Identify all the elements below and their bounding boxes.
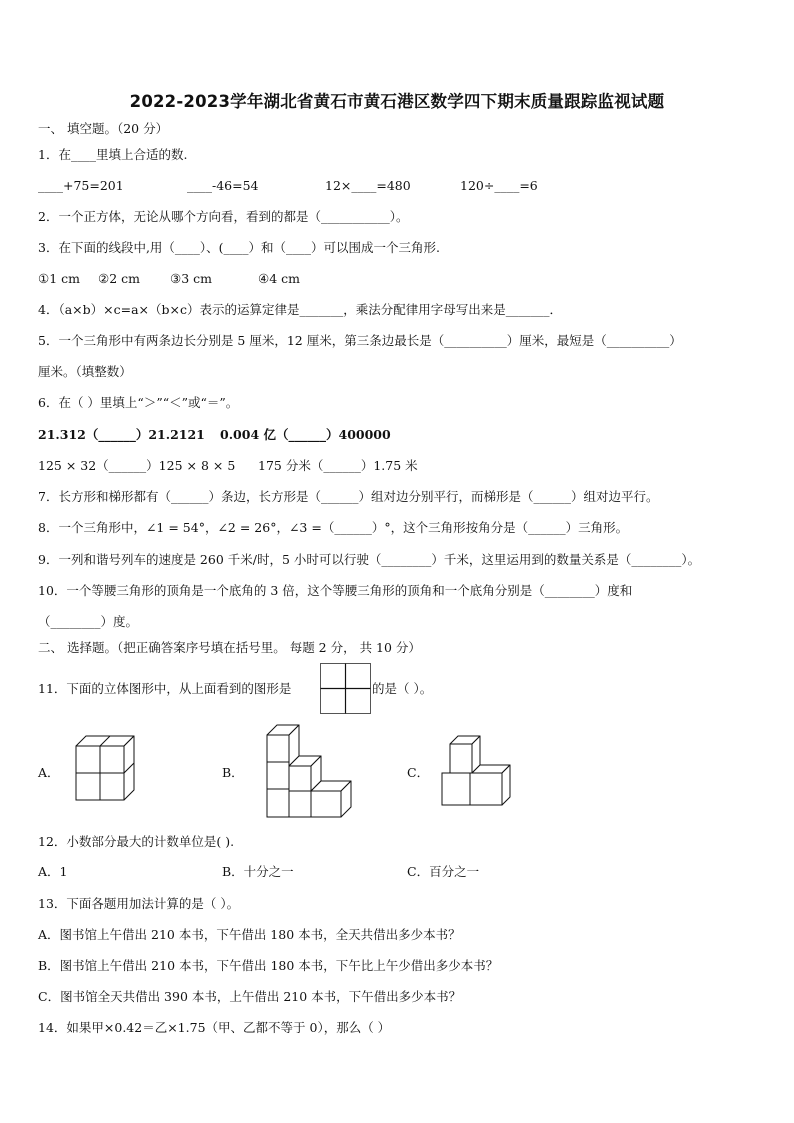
question-3-option-2: ②2 cm <box>98 271 140 286</box>
question-6: 6．在（ ）里填上“＞”“＜”或“＝”。 <box>38 395 239 410</box>
question-6-item-3: 125 × 32（______）125 × 8 × 5 <box>38 458 236 473</box>
cube-figure-b <box>262 725 357 820</box>
question-11-prefix: 11．下面的立体图形中，从上面看到的图形是 <box>38 681 292 696</box>
question-11-option-b: B． <box>222 765 244 780</box>
question-5-line-2: 厘米。（填整数） <box>38 364 132 379</box>
question-6-item-1: 21.312（______）21.2121 <box>38 427 205 442</box>
question-6-item-4: 175 分米（______）1.75 米 <box>258 458 418 473</box>
question-8: 8．一个三角形中，∠1 = 54°，∠2 = 26°，∠3 =（______）°，这个三角形按角分是（______）三角形。 <box>38 520 629 535</box>
question-1-item-4: 120÷____=6 <box>460 178 538 193</box>
question-12-option-a: A．1 <box>38 864 68 879</box>
question-1-item-3: 12×____=480 <box>325 178 411 193</box>
question-4: 4．（a×b）×c=a×（b×c）表示的运算定律是_______，乘法分配律用字母写出来是_______． <box>38 302 562 317</box>
question-3: 3．在下面的线段中,用（____）、(____）和（____）可以围成一个三角形. <box>38 240 441 255</box>
question-1: 1．在____里填上合适的数. <box>38 147 188 162</box>
question-13-option-c: C．图书馆全天共借出 390 本书，上午借出 210 本书，下午借出多少本书？ <box>38 989 462 1004</box>
question-6-item-2: 0.004 亿（______）400000 <box>220 427 391 442</box>
question-7: 7．长方形和梯形都有（______）条边，长方形是（______）组对边分别平行，而梯形是（______）组对边平行。 <box>38 489 659 504</box>
question-13: 13．下面各题用加法计算的是（ ）。 <box>38 896 240 911</box>
question-14: 14．如果甲×0.42＝乙×1.75（甲、乙都不等于 0），那么（ ） <box>38 1020 391 1035</box>
question-3-option-4: ④4 cm <box>258 271 300 286</box>
question-11-option-a: A． <box>38 765 60 780</box>
question-10-line-1: 10．一个等腰三角形的顶角是一个底角的 3 倍，这个等腰三角形的顶角和一个底角分别是（________）度和 <box>38 583 633 598</box>
question-3-option-3: ③3 cm <box>170 271 212 286</box>
question-11-suffix: 的是（ ）。 <box>372 681 433 696</box>
cube-figure-a <box>68 734 138 804</box>
question-9: 9．一列和谐号列车的速度是 260 千米/时，5 小时可以行驶（________）千米，这里运用到的数量关系是（________）。 <box>38 552 701 567</box>
question-12-option-c: C．百分之一 <box>407 864 480 879</box>
question-3-option-1: ①1 cm <box>38 271 80 286</box>
question-12: 12．小数部分最大的计数单位是( ). <box>38 834 235 849</box>
question-1-item-2: ____-46=54 <box>187 178 259 193</box>
question-13-option-a: A．图书馆上午借出 210 本书，下午借出 180 本书，全天共借出多少本书？ <box>38 927 461 942</box>
question-2: 2．一个正方体，无论从哪个方向看，看到的都是（___________）。 <box>38 209 409 224</box>
section-1-heading: 一、 填空题。（20 分） <box>38 121 169 136</box>
cube-figure-c <box>440 734 520 809</box>
page-title: 2022-2023学年湖北省黄石市黄石港区数学四下期末质量跟踪监视试题 <box>129 92 665 111</box>
question-10-line-2: （________）度。 <box>38 614 139 629</box>
question-5-line-1: 5．一个三角形中有两条边长分别是 5 厘米，12 厘米，第三条边最长是（__________）厘米，最短是（__________） <box>38 333 682 348</box>
question-12-option-b: B．十分之一 <box>222 864 294 879</box>
section-2-heading: 二、 选择题。（把正确答案序号填在括号里。 每题 2 分， 共 10 分） <box>38 640 421 655</box>
question-1-item-1: ____+75=201 <box>38 178 124 193</box>
question-11-option-c: C． <box>407 765 430 780</box>
question-13-option-b: B．图书馆上午借出 210 本书，下午借出 180 本书，下午比上午少借出多少本书？ <box>38 958 499 973</box>
top-view-grid-figure <box>320 663 372 715</box>
